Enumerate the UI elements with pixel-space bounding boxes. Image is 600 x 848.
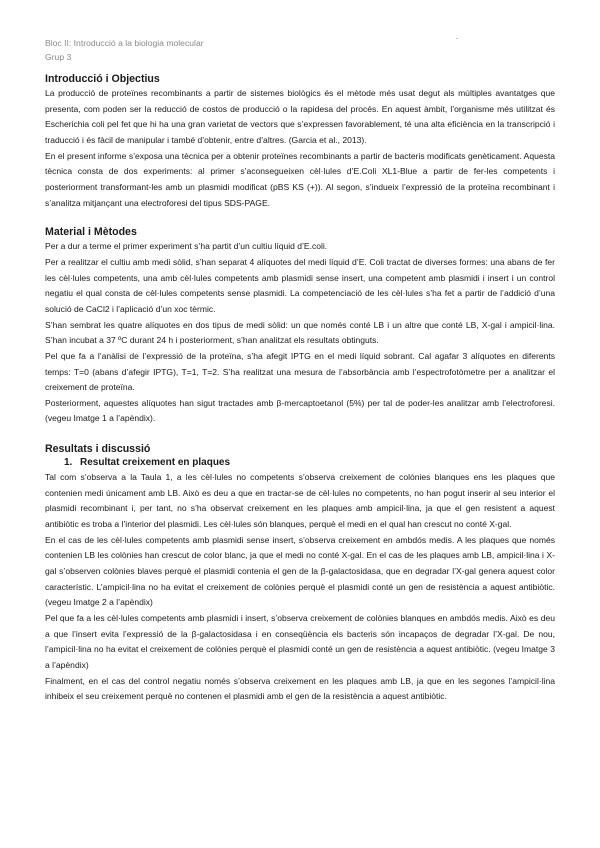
- header-course: Bloc II: Introducció a la biologia molecular: [45, 38, 204, 48]
- methods-paragraph-5: Posteriorment, aquestes alíquotes han sigut tractades amb β-mercaptoetanol (5%) per tal de poder-les analitzar amb l’electroforesi. (vegeu Imatge 1 a l’apèndix).: [45, 397, 555, 424]
- methods-paragraph-4: Pel que fa a l’anàlisi de l’expressió de la proteïna, s’ha afegit IPTG en el medi líquid sobrant. Cal agafar 3 alíquotes en diferents temps: T=0 (abans d’afegir IPTG), T=1, T=2. S’ha realitzat una mesura de l’absorbància amb l’espectrofotòmetre per a analitzar el creixement de proteïna.: [45, 350, 555, 393]
- intro-paragraph-1: La producció de proteïnes recombinants a partir de sistemes biològics és el mètode més usat degut als múltiples avantatges que presenta, com poden ser la reducció de costos de producció o la rapidesa del procés. En aquest àmbit, l’organisme més utilitzat és Escherichia coli pel fet que hi ha una gran varietat de vectors que s’expressen favorablement, té una alta eficiència en la transcripció i traducció i és fàcil de manipular i també d’obtenir, entre d’altres. (Garcia et al., 2013).: [45, 88, 555, 145]
- section-title-intro: Introducció i Objectius: [45, 73, 160, 85]
- section-title-results: Resultats i discussió: [45, 443, 151, 456]
- results-paragraph-3: Pel que fa a les cèl·lules competents amb plasmidi i insert, s’observa creixement de colònies blanques en ambdós medis. Això es deu a que l’insert evita l’expressió de la β-galactosidasa i en conseqüència els bacteris són incapaços de degradar l’X-gal. De nou, l’ampicil·lina no ha evitat el creixement de colònies perquè el plasmidi conté un gen de resistència a aquest antibiòtic. (vegeu Imatge 3 a l’apèndix): [45, 613, 555, 670]
- methods-paragraph-3: S’han sembrat les quatre alíquotes en dos tipus de medi sòlid: un que només conté LB i un altre que conté LB, X-gal i ampicil·lina. S’han incubat a 37 ºC durant 24 h i posteriorment, s’han analitzat els resultats obtinguts.: [45, 319, 555, 346]
- results-paragraph-4: Finalment, en el cas del control negatiu només s’observa creixement en les plaques amb LB, ja que en les segones l’ampicil·lina inhibeix el seu creixement perquè no contenen el plasmidi amb el gen de la resistència a aquest antibiòtic.: [45, 675, 555, 702]
- page-header: [45, 36, 555, 64]
- subsection-number: 1.: [64, 457, 73, 469]
- section-title-methods: Material i Mètodes: [45, 226, 137, 239]
- methods-paragraph-2: Per a realitzar el cultiu amb medi sòlid, s’han separat 4 alíquotes del medi líquid d’E. Coli tractat de diverses formes: una abans de fer les cèl·lules competents, una amb cèl·lules competents amb plasmidi sense insert, una competent amb plasmidi i insert i un control negatiu el qual consta de cèl·lules competents sense plasmidi. La competenciació de les cèl·lules s’ha fet a partir de l’addició d’una solució de CaCl2 i l’aplicació d’un xoc tèrmic.: [45, 256, 555, 314]
- subsection-title-growth: [45, 456, 555, 470]
- subsection-label: Resultat creixement en plaques: [80, 457, 231, 469]
- document-page: [45, 36, 555, 705]
- intro-paragraph-2: En el present informe s’exposa una tècnica per a obtenir proteïnes recombinants a partir de bacteris modificats genèticament. Aquesta tècnica consta de dos experiments: al primer s’aconsegueixen cèl·lules d’E.Coli XL1-Blue a partir de fer-les competents i posteriorment transformant-les amb un plasmidi modificat (pBS KS (+)). Al segon, s’indueix l’expressió de la proteïna recombinant i s’analitza mitjançant una electroforesi del tipus SDS-PAGE.: [45, 150, 555, 208]
- results-paragraph-1: Tal com s’observa a la Taula 1, a les cèl·lules no competents s’observa creixement de colònies blanques ens les plaques que contenien medi únicament amb LB. Això es deu a que en tractar-se de cèl·lules no competents, no han pogut inserir al seu interior el plasmidi recombinant i, per tant, no s’ha observat creixement en les plaques amb ampicil·lina, ja que el gen resistent a aquest antibiòtic es troba a l’interior del plasmidi. Les cèl·lules són blanques, perquè el medi en el qual han crescut no conté X-gal.: [45, 472, 555, 530]
- results-paragraph-2: En el cas de les cèl·lules competents amb plasmidi sense insert, s’observa creixement en ambdós medis. A les plaques que només contenien LB les colònies han crescut de color blanc, ja que el medi no conté X-gal. En el cas de les plaques amb LB, ampicil·lina i X-gal s’observen colònies blaves perquè el plasmidi contenia el gen de la β-galactosidasa, que en degradar l’X-gal genera aquest color característic. L’ampicil·lina no ha evitat el creixement de colònies perquè el plasmidi conté un gen de resistència a aquest antibiòtic. (vegeu Imatge 2 a l’apèndix): [45, 534, 555, 608]
- methods-paragraph-1: Per a dur a terme el primer experiment s’ha partit d’un cultiu líquid d’E.coli.: [45, 241, 328, 252]
- header-group: Grup 3: [45, 52, 72, 62]
